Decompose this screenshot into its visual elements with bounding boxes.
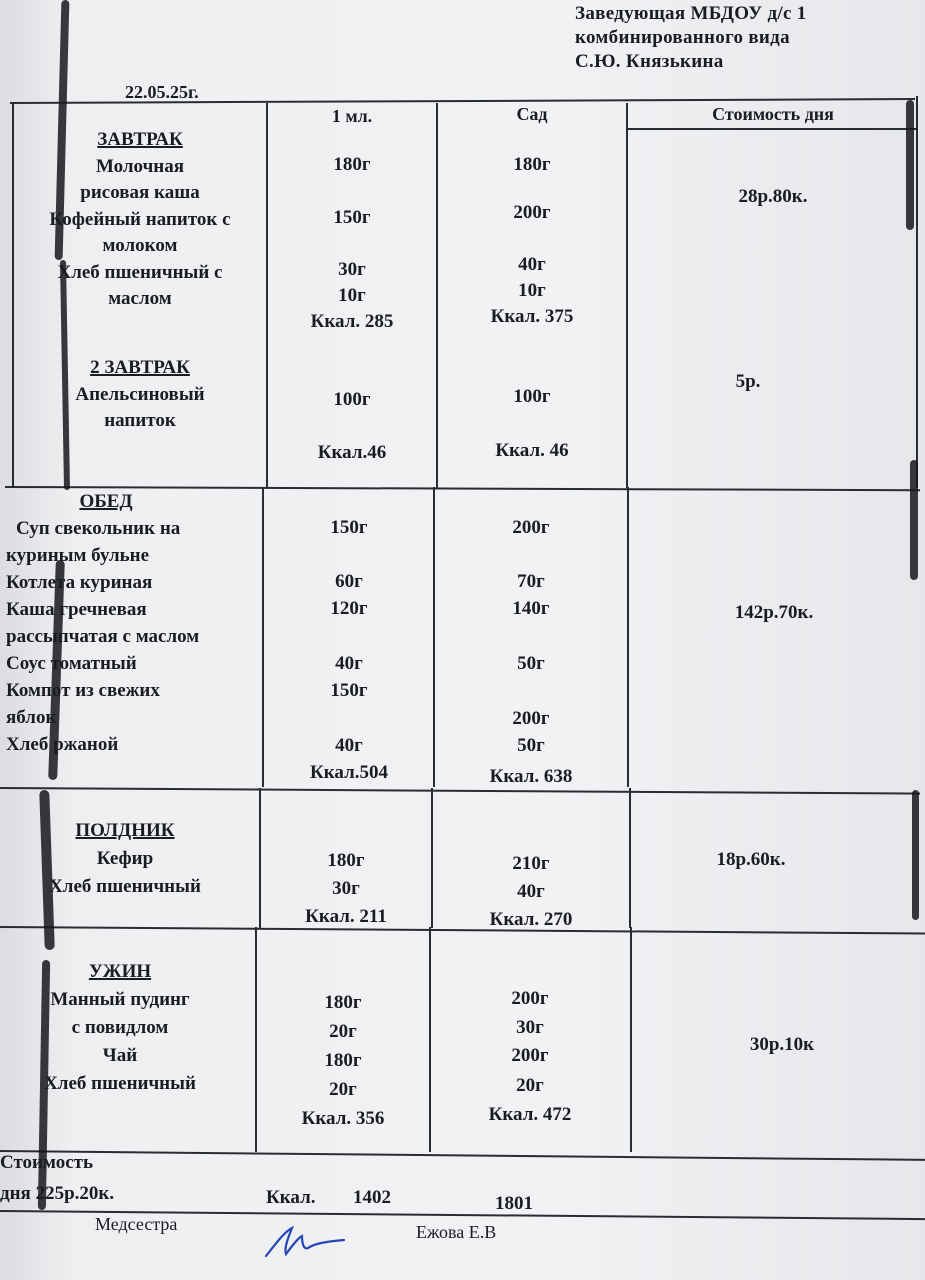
header-sad: Сад [516,104,548,124]
total-cost-label: Стоимость [0,1152,94,1173]
section-title: ОБЕД [79,491,133,512]
dish: Чай [102,1045,138,1066]
cost-lunch: 142р.70к. [734,602,814,623]
dish: с повидлом [71,1017,169,1038]
ml-qty: 20г [329,1021,357,1042]
section-lunch [6,488,262,758]
total-kcal-label: Ккал. [266,1187,316,1208]
ml-qty: 180г [324,1050,362,1071]
section-title: УЖИН [88,961,152,982]
sad-qty: 50г [517,653,545,674]
section-title: ЗАВТРАК [97,129,183,150]
ml-qty: 180г [333,154,371,175]
dish: Соус томатный [6,653,137,674]
dish: куриным бульне [6,545,150,566]
dish: Хлеб пшеничный [44,1073,196,1094]
section-snack [0,817,250,901]
sad-qty: 40г [517,881,545,902]
section-second-breakfast [14,355,266,435]
ml-kcal: Ккал. 285 [310,311,394,332]
sad-kcal: Ккал. 375 [490,306,574,327]
dish: яблок [6,707,57,728]
dish: Каша гречневая [6,599,147,620]
cost-dinner: 30р.10к [749,1034,815,1055]
sad-qty: 200г [513,202,551,223]
dish: напиток [104,410,176,431]
sad-kcal: Ккал. 472 [488,1104,572,1125]
approval-line: С.Ю. Князькина [575,51,724,72]
sad-qty: 200г [512,517,550,538]
sad-qty: 200г [511,1045,549,1066]
sad-qty: 200г [512,708,550,729]
dish: Хлеб пшеничный с [57,261,223,283]
header-cost: Стоимость дня [712,104,834,124]
cost-second-breakfast: 5р. [735,371,761,392]
sad-qty: 200г [511,988,549,1009]
dish: рисовая каша [80,182,200,203]
approval-line: комбинированного вида [575,27,790,48]
sad-qty: 50г [517,735,545,756]
approval-block [575,2,807,74]
dish: маслом [108,288,172,309]
dish: Апельсиновый [75,383,205,405]
ml-qty: 40г [335,653,363,674]
section-title: ПОЛДНИК [75,820,175,841]
dish: Манный пудинг [50,989,190,1010]
dish: молоком [102,235,178,256]
sad-qty: 10г [518,280,546,301]
header-1ml: 1 мл. [331,106,373,126]
ml-qty: 30г [332,878,360,899]
dish: Кофейный напиток с [49,208,231,230]
cost-breakfast: 28р.80к. [738,186,808,207]
ml-kcal: Ккал. 211 [305,906,387,927]
ml-qty: 180г [327,850,365,871]
sad-qty: 30г [516,1017,544,1038]
menu-date: 22.05.25г. [125,82,199,102]
dish: Компот из свежих [6,680,160,701]
cost-snack: 18р.60к. [716,849,786,870]
ml-qty: 60г [335,571,363,592]
fold-mark [912,790,919,920]
ml-qty: 30г [338,259,366,280]
dish: Суп свекольник на [16,518,181,539]
ml-kcal: Ккал.504 [309,762,388,783]
sad-kcal: Ккал. 270 [489,909,573,930]
fold-mark [910,460,918,580]
dish: Хлеб ржаной [6,734,119,755]
dish: Кефир [96,848,154,869]
ml-qty: 10г [338,285,366,306]
ml-kcal: Ккал.46 [317,442,387,463]
ml-qty: 150г [330,680,368,701]
total-kcal-sad: 1801 [495,1193,533,1214]
sad-qty: 210г [512,853,550,874]
ml-kcal: Ккал. 356 [301,1108,385,1129]
sad-kcal: Ккал. 46 [495,440,569,461]
dish: Хлеб пшеничный [49,876,201,897]
sad-qty: 20г [516,1075,544,1096]
ml-qty: 100г [333,389,371,410]
dish: Молочная [95,155,185,177]
section-breakfast [14,127,266,313]
ml-qty: 150г [333,207,371,228]
handwritten-signature [262,1222,352,1262]
signature-role: Медсестра [95,1214,178,1234]
sad-qty: 100г [513,386,551,407]
dish: рассыпчатая с маслом [6,626,200,647]
section-dinner [0,958,240,1098]
approval-line: Заведующая МБДОУ д/с 1 [575,3,807,24]
ml-qty: 180г [324,992,362,1013]
ml-qty: 150г [330,517,368,538]
ml-qty: 120г [330,598,368,619]
sad-qty: 70г [517,571,545,592]
sad-qty: 140г [512,598,550,619]
dish: Котлета куриная [6,572,153,593]
sad-qty: 180г [513,154,551,175]
sad-kcal: Ккал. 638 [489,766,573,787]
ml-qty: 40г [335,735,363,756]
signature-name: Ежова Е.В [416,1222,497,1242]
total-cost-value: дня 225р.20к. [0,1183,115,1204]
ml-qty: 20г [329,1079,357,1100]
total-kcal-ml: 1402 [353,1187,391,1208]
sad-qty: 40г [518,254,546,275]
section-title: 2 ЗАВТРАК [90,357,190,378]
